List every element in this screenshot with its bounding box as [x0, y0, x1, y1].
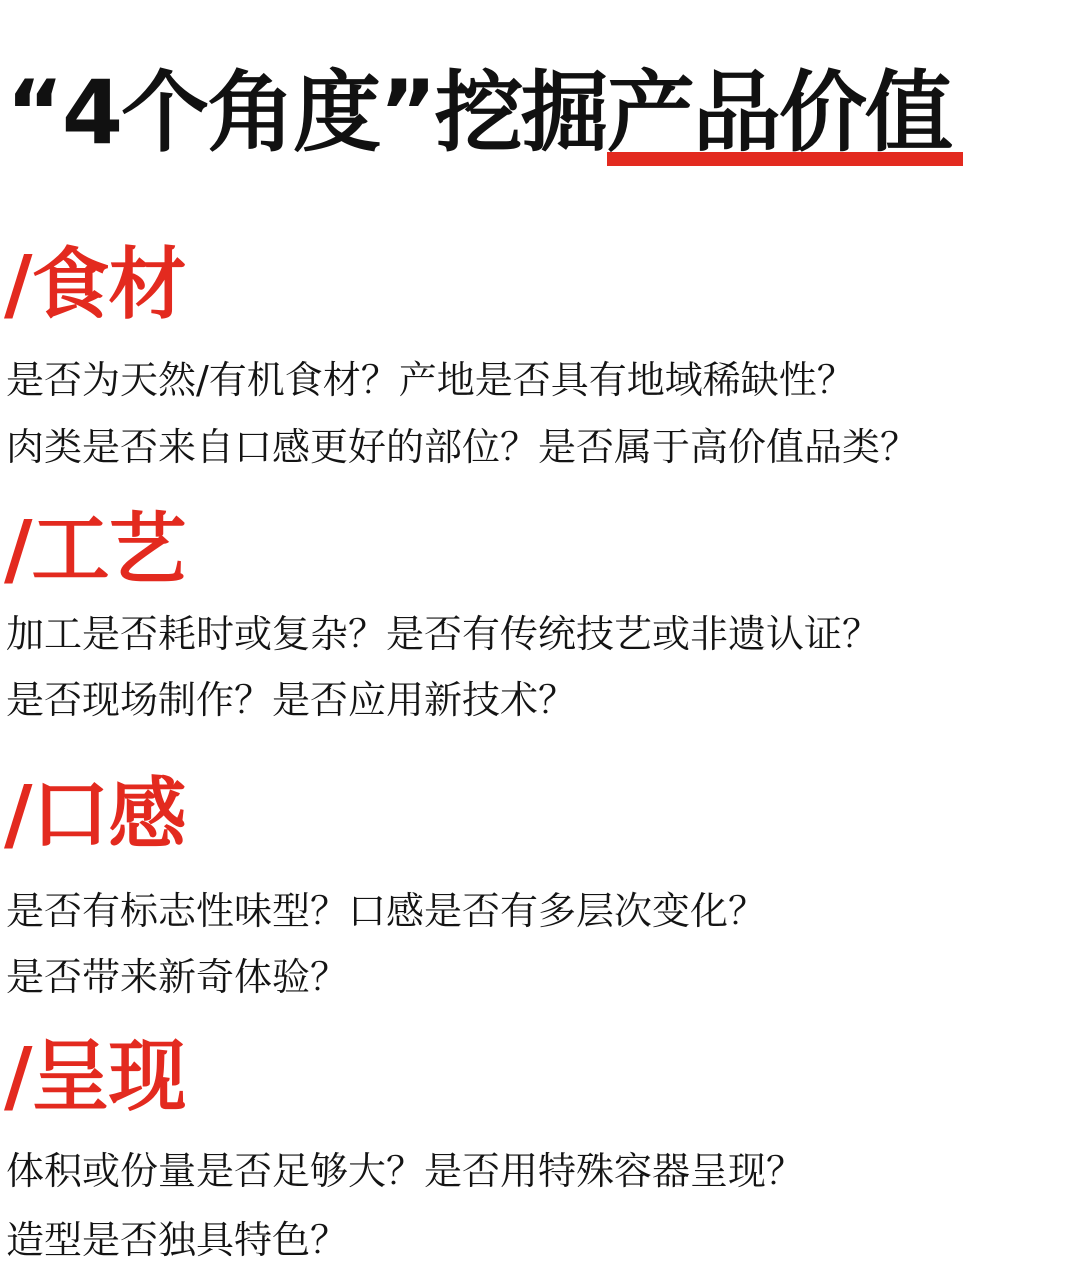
section-ingredients-line-2: 肉类是否来自口感更好的部位？是否属于高价值品类？ — [6, 425, 919, 469]
title-part-1: “4个角度”挖掘 — [6, 61, 607, 164]
section-heading-ingredients: /食材 — [4, 240, 186, 330]
title-part-2: 产品价值 — [606, 61, 951, 164]
section-heading-presentation: /呈现 — [4, 1032, 186, 1122]
section-presentation-line-1: 体积或份量是否足够大？是否用特殊容器呈现？ — [6, 1149, 805, 1193]
section-heading-taste: /口感 — [4, 770, 186, 860]
section-taste-line-1: 是否有标志性味型？口感是否有多层次变化？ — [6, 889, 767, 933]
section-craft-line-2: 是否现场制作？是否应用新技术？ — [6, 678, 577, 722]
section-heading-craft: /工艺 — [4, 505, 186, 595]
section-ingredients-line-1: 是否为天然/有机食材？产地是否具有地域稀缺性？ — [6, 358, 855, 402]
section-taste-line-2: 是否带来新奇体验？ — [6, 955, 349, 999]
title-highlight — [607, 58, 951, 168]
page-title — [6, 58, 951, 168]
section-craft-line-1: 加工是否耗时或复杂？是否有传统技艺或非遗认证？ — [6, 612, 881, 656]
section-presentation-line-2: 造型是否独具特色？ — [6, 1218, 349, 1262]
